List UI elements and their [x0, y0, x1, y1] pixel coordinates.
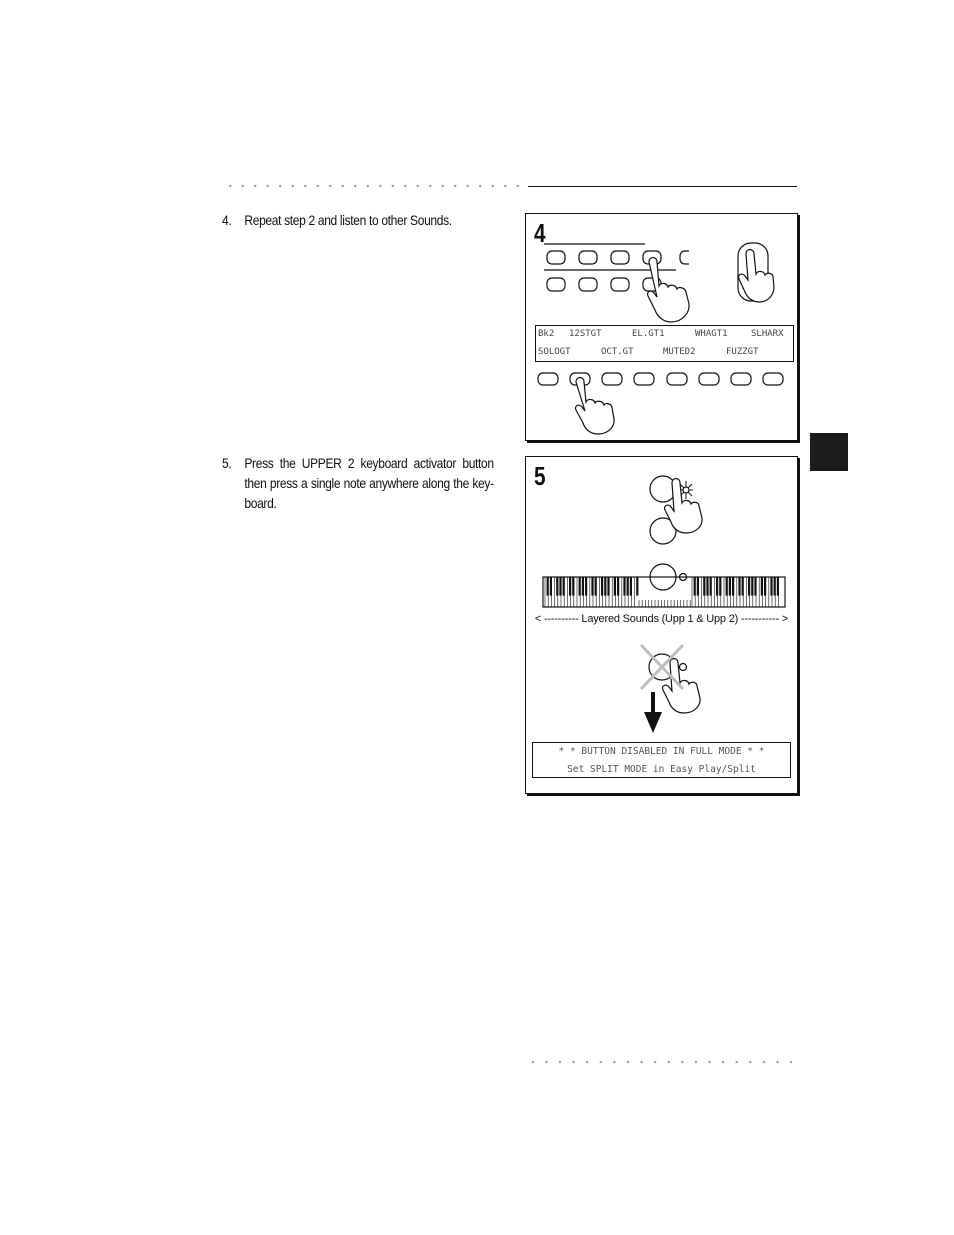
panel-4-number: 4 [534, 218, 546, 248]
panel-5-number: 5 [534, 461, 546, 491]
keyboard-black-keys-left [545, 577, 690, 607]
display-cell: 12STGT [569, 329, 602, 339]
dotted-footer-rule [526, 1058, 798, 1066]
illustration-step-5 [525, 456, 798, 794]
step-5 [222, 453, 494, 513]
down-arrow-icon [644, 692, 662, 733]
step-4-text: Repeat step 2 and listen to other Sounds. [244, 212, 452, 228]
display-cell: SOLOGT [538, 347, 571, 357]
display-cell: OCT.GT [601, 347, 634, 357]
display-cell: MUTED2 [663, 347, 696, 357]
sound-display [535, 325, 794, 362]
keyboard-black-keys-right [692, 577, 779, 607]
header-rule [528, 186, 797, 187]
step-4-number: 4. [222, 212, 232, 228]
warning-line-1: * * BUTTON DISABLED IN FULL MODE * * [558, 746, 765, 757]
dotted-header-rule [224, 182, 526, 190]
warning-display [532, 742, 791, 778]
display-cell: EL.GT1 [632, 329, 665, 339]
display-cell: SLHARX [751, 329, 784, 339]
step-5-text: Press the UPPER 2 keyboard activator button then press a single note anywhere along the key-board. [244, 455, 494, 511]
step-4 [222, 210, 494, 230]
chapter-tab [810, 433, 848, 471]
warning-line-2: Set SPLIT MODE in Easy Play/Split [567, 764, 756, 775]
display-cell: WHAGT1 [695, 329, 728, 339]
display-cell: Bk2 [538, 329, 555, 339]
step-5-number: 5. [222, 455, 232, 471]
illustration-step-4 [525, 213, 798, 441]
layered-sounds-caption: < ---------- Layered Sounds (Upp 1 & Upp 2) ----------- > [534, 613, 789, 625]
display-cell: FUZZGT [726, 347, 759, 357]
